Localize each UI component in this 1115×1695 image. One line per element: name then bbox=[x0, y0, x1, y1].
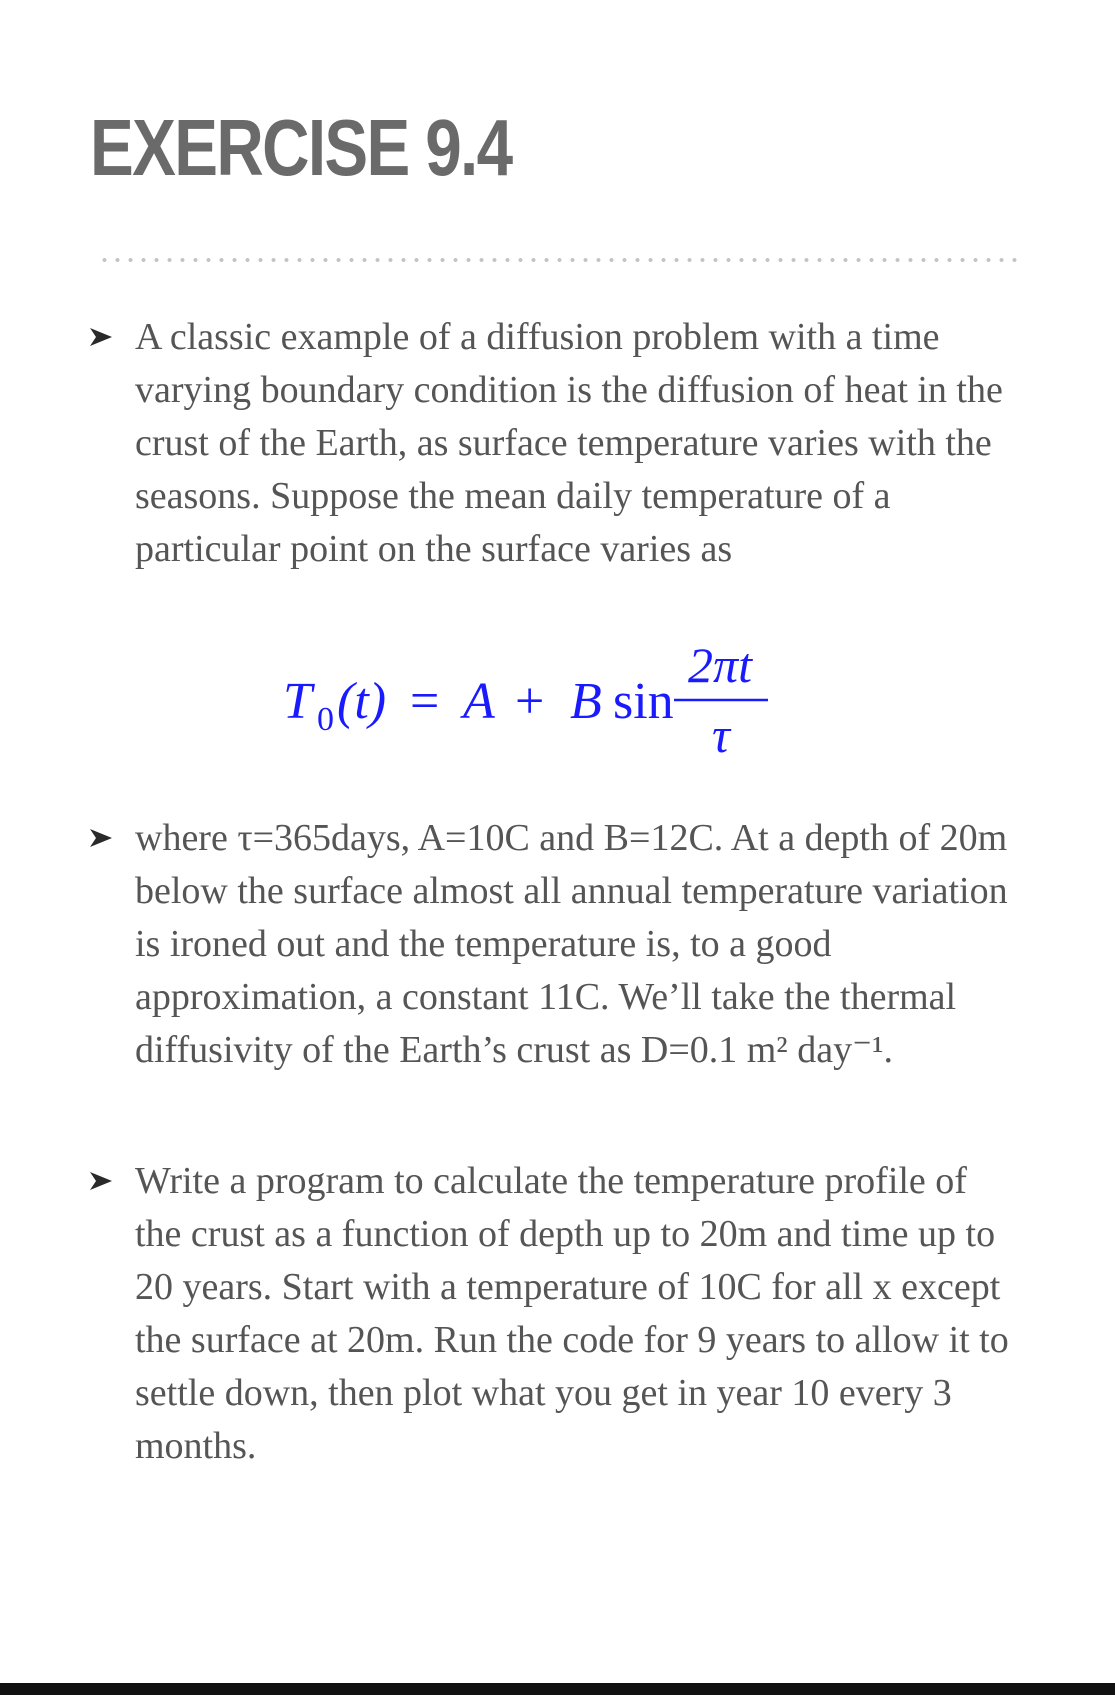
bullet-item-intro bbox=[90, 311, 1020, 576]
eq-subscript: 0 bbox=[317, 701, 334, 738]
slide-title: EXERCISE 9.4 bbox=[90, 103, 512, 192]
eq-argument: (t) bbox=[337, 673, 387, 730]
eq-denominator: τ bbox=[712, 707, 730, 763]
bullet-text: where τ=365days, A=10C and B=12C. At a depth of 20m below the surface almost all annual temperature variation is ironed out and the temperature is, to a good approximation, a constant 11C. We’ll take the thermal diffusivity of the Earth’s crust as D=0.1 m² day⁻¹. bbox=[135, 817, 1008, 1071]
dotted-divider bbox=[98, 258, 1018, 262]
arrowhead-bullet-icon bbox=[90, 1170, 112, 1192]
eq-symbol-t: T bbox=[283, 673, 312, 730]
eq-numerator: 2πt bbox=[688, 637, 752, 693]
bottom-bar bbox=[0, 1683, 1115, 1695]
equation-graphic bbox=[283, 637, 815, 770]
eq-symbol-b: B bbox=[570, 673, 602, 730]
eq-equals: = bbox=[410, 673, 440, 730]
eq-sin: sin bbox=[613, 673, 674, 730]
arrowhead-bullet-icon bbox=[90, 827, 112, 849]
temperature-equation bbox=[283, 637, 815, 770]
bullet-item-parameters bbox=[90, 812, 1020, 1077]
eq-plus: + bbox=[515, 673, 545, 730]
eq-symbol-a: A bbox=[463, 673, 495, 730]
arrowhead-bullet-icon bbox=[90, 326, 112, 348]
bullet-text: A classic example of a diffusion problem with a time varying boundary condition is the diffusion of heat in the crust of the Earth, as surface temperature varies with the seasons. Suppose the mean daily temperature of a particular point on the surface varies as bbox=[135, 316, 1003, 570]
bullet-text: Write a program to calculate the temperature profile of the crust as a function of depth up to 20m and time up to 20 years. Start with a temperature of 10C for all x except the surface at 20m. Run the code for 9 years to allow it to settle down, then plot what you get in year 10 every 3 months. bbox=[135, 1160, 1009, 1467]
bullet-item-task bbox=[90, 1155, 1020, 1473]
